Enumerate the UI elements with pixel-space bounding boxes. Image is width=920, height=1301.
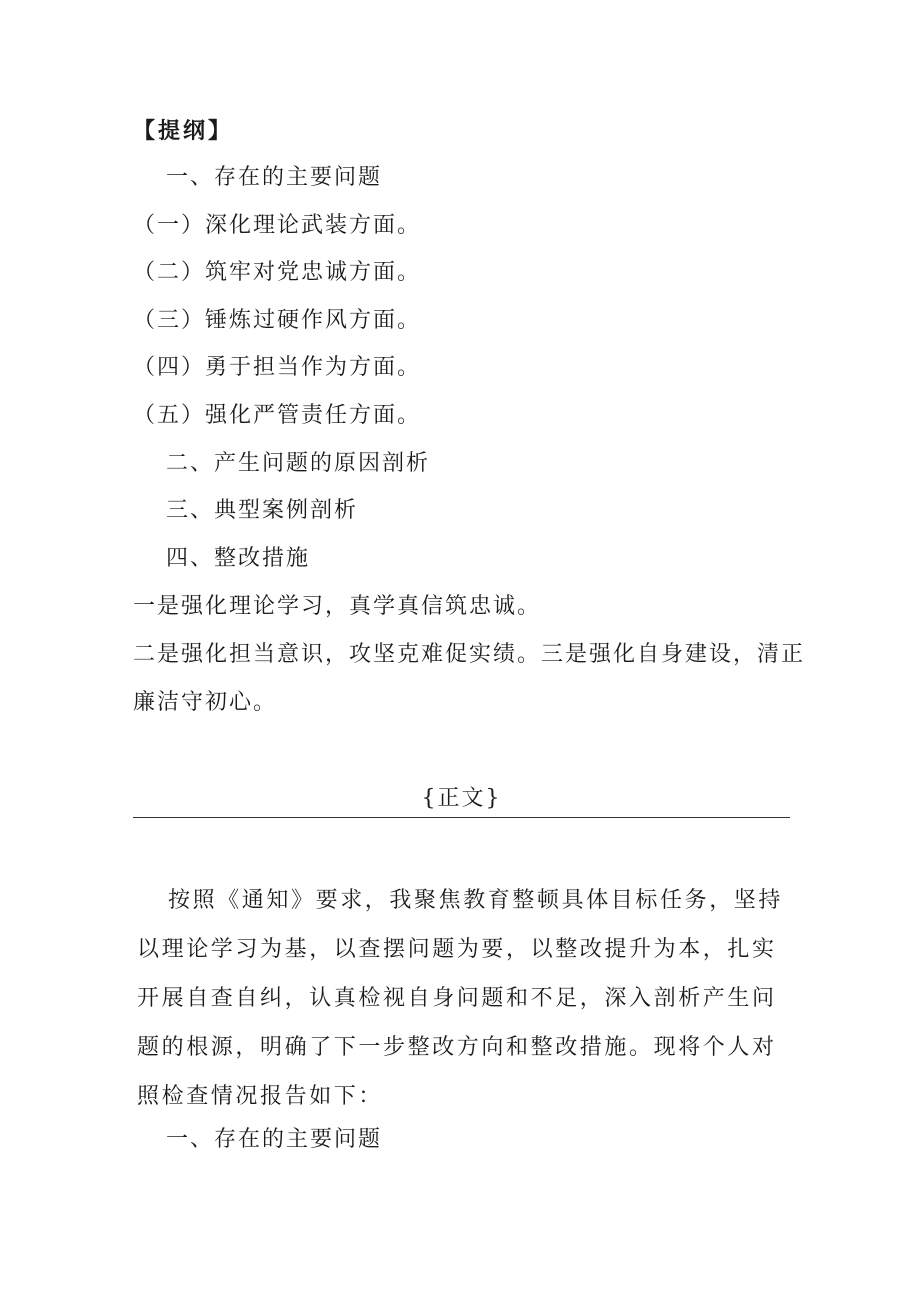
outline-title: 【提纲】 xyxy=(133,118,234,144)
outline-item-1-1: （一）深化理论武装方面。 xyxy=(133,213,422,238)
outline-item-section-3: 三、典型案例剖析 xyxy=(166,498,359,523)
outline-item-section-2: 二、产生问题的原因剖析 xyxy=(166,451,431,476)
outline-measure-3-continued: 廉洁守初心。 xyxy=(133,690,278,715)
body-section-label: {正文} xyxy=(421,786,502,811)
section-divider xyxy=(133,817,790,818)
outline-measure-2-3: 二是强化担当意识，攻坚克难促实绩。三是强化自身建设，清正 xyxy=(133,642,806,667)
outline-item-section-4: 四、整改措施 xyxy=(166,546,311,571)
outline-item-1-2: （二）筑牢对党忠诚方面。 xyxy=(133,260,422,285)
intro-paragraph: 按照《通知》要求，我聚焦教育整顿具体目标任务，坚持以理论学习为基，以查摆问题为要，以整改提升为本，扎实开展自查自纠，认真检视自身问题和不足，深入剖析产生问题的根源，明确了下一步整改方向和整改措施。现将个人对照检查情况报告如下： xyxy=(137,888,784,1109)
outline-item-section-1: 一、存在的主要问题 xyxy=(166,165,383,190)
outline-measure-1: 一是强化理论学习，真学真信筑忠诚。 xyxy=(133,594,542,619)
body-section-1-title: 一、存在的主要问题 xyxy=(166,1127,383,1152)
outline-item-1-3: （三）锤炼过硬作风方面。 xyxy=(133,308,422,333)
outline-item-1-5: （五）强化严管责任方面。 xyxy=(133,403,422,428)
outline-item-1-4: （四）勇于担当作为方面。 xyxy=(133,355,422,380)
